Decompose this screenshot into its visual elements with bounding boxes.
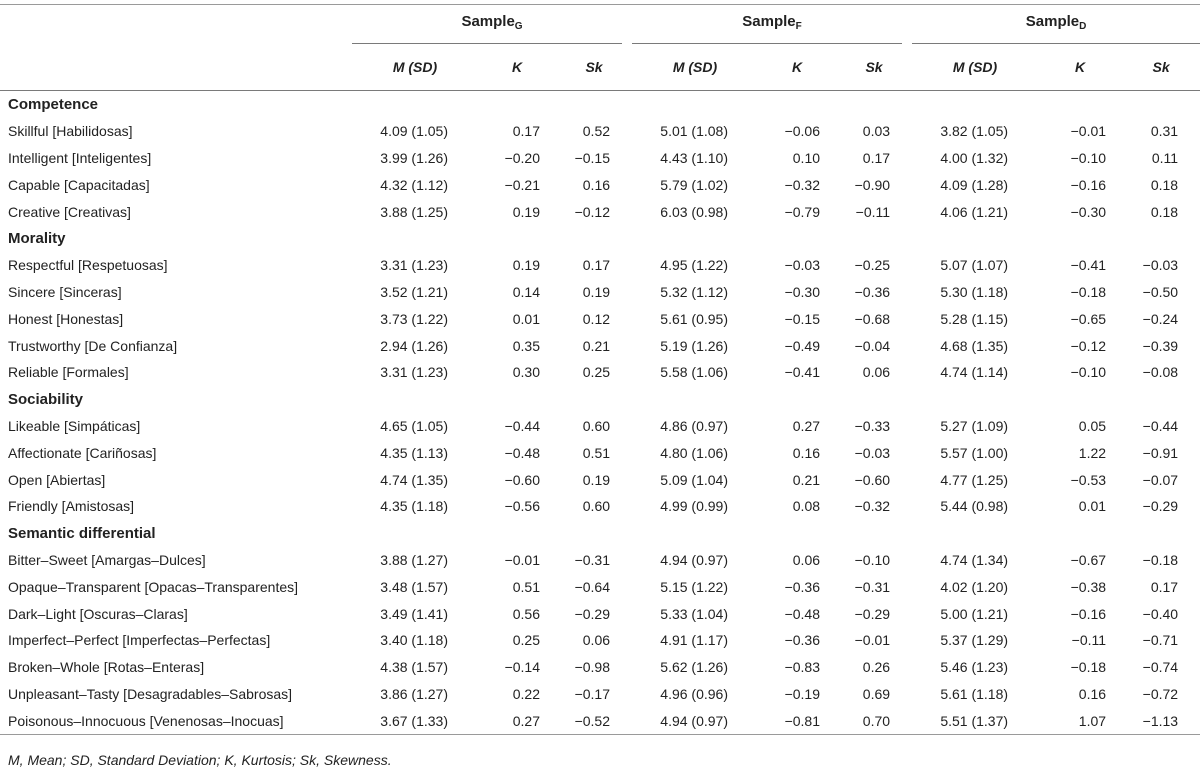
- table-row: [0, 681, 1200, 708]
- mean-sd-cell: 4.02 (1.20): [940, 578, 1009, 595]
- kurtosis-cell: −0.36: [784, 578, 821, 595]
- kurtosis-cell: −0.65: [1070, 310, 1107, 327]
- kurtosis-cell: 0.56: [512, 605, 540, 622]
- mean-sd-cell: 3.88 (1.27): [380, 551, 448, 568]
- mean-sd-cell: 5.01 (1.08): [660, 123, 729, 140]
- kurtosis-cell: 0.01: [512, 310, 540, 327]
- kurtosis-cell: 0.14: [512, 283, 540, 300]
- row-label: Opaque–Transparent [Opacas–Transparentes]: [8, 578, 299, 595]
- kurtosis-cell: −0.01: [504, 551, 540, 568]
- skewness-cell: 0.06: [582, 632, 611, 649]
- kurtosis-cell: 0.06: [792, 551, 821, 568]
- kurtosis-cell: −0.60: [504, 471, 540, 488]
- kurtosis-cell: −0.11: [1071, 632, 1107, 649]
- skewness-cell: 0.12: [582, 310, 611, 327]
- mean-sd-cell: 4.09 (1.28): [940, 176, 1009, 193]
- mean-sd-cell: 3.48 (1.57): [380, 578, 448, 595]
- kurtosis-cell: −0.18: [1070, 659, 1107, 676]
- skewness-cell: 0.03: [862, 123, 891, 140]
- skewness-cell: −0.24: [1142, 310, 1179, 327]
- mean-sd-cell: 6.03 (0.98): [660, 203, 729, 220]
- mean-sd-cell: 3.31 (1.23): [380, 257, 448, 274]
- table-row: [0, 332, 1200, 359]
- mean-sd-cell: 4.32 (1.12): [380, 176, 448, 193]
- kurtosis-cell: −0.38: [1070, 578, 1107, 595]
- kurtosis-cell: −0.83: [784, 659, 821, 676]
- kurtosis-cell: 0.08: [792, 498, 821, 515]
- row-label: Poisonous–Innocuous [Venenosas–Inocuas]: [0, 707, 352, 734]
- mean-sd-cell: 4.99 (0.99): [660, 498, 729, 515]
- table-row: [0, 145, 1200, 172]
- mean-sd-cell: 3.49 (1.41): [380, 605, 448, 622]
- skewness-cell: 0.17: [862, 149, 891, 166]
- mean-sd-cell: 4.00 (1.32): [940, 149, 1009, 166]
- skewness-cell: −0.15: [574, 149, 611, 166]
- mean-sd-cell: 4.43 (1.10): [660, 149, 729, 166]
- kurtosis-cell: −0.30: [1070, 203, 1107, 220]
- skewness-cell: −0.68: [854, 310, 891, 327]
- kurtosis-cell: 1.07: [1038, 707, 1122, 734]
- mean-sd-cell: 4.74 (1.35): [380, 471, 448, 488]
- mean-sd-cell: 5.33 (1.04): [660, 605, 729, 622]
- kurtosis-cell: −0.48: [784, 605, 821, 622]
- mean-sd-cell: 4.35 (1.18): [380, 498, 448, 515]
- mean-sd-cell: 5.32 (1.12): [660, 283, 729, 300]
- row-label: Intelligent [Inteligentes]: [8, 149, 152, 166]
- section-title: Semantic differential: [8, 524, 156, 542]
- kurtosis-cell: −0.14: [504, 659, 540, 676]
- group-subscript: F: [795, 20, 802, 32]
- mean-sd-cell: 4.86 (0.97): [660, 417, 729, 434]
- mean-sd-cell: 3.99 (1.26): [380, 149, 448, 166]
- mean-sd-cell: 5.79 (1.02): [660, 176, 729, 193]
- table-footnote: M, Mean; SD, Standard Deviation; K, Kurtosis; Sk, Skewness.: [8, 752, 392, 768]
- kurtosis-cell: 0.17: [512, 123, 540, 140]
- group-underline: [912, 43, 1200, 44]
- mean-sd-cell: 5.19 (1.26): [660, 337, 729, 354]
- skewness-cell: −0.04: [854, 337, 891, 354]
- row-label: Trustworthy [De Confianza]: [8, 337, 178, 354]
- group-header-sample-f: [632, 0, 912, 44]
- mean-sd-cell: 5.44 (0.98): [940, 498, 1009, 515]
- skewness-cell: −0.39: [1142, 337, 1179, 354]
- column-header-skewness: Sk: [556, 44, 632, 91]
- row-label: Unpleasant–Tasty [Desagradables–Sabrosas]: [8, 685, 293, 702]
- group-header-sample-d: [912, 0, 1200, 44]
- column-header-kurtosis: K: [478, 44, 556, 91]
- skewness-cell: 0.25: [582, 364, 611, 381]
- mean-sd-cell: 4.96 (0.96): [660, 685, 729, 702]
- kurtosis-cell: 0.22: [512, 685, 540, 702]
- group-header-row: [0, 0, 1200, 44]
- kurtosis-cell: −0.18: [1070, 283, 1107, 300]
- skewness-cell: −0.36: [854, 283, 891, 300]
- mean-sd-cell: 4.35 (1.13): [380, 444, 448, 461]
- section-header-row: [0, 225, 1200, 252]
- skewness-cell: −0.29: [574, 605, 611, 622]
- mean-sd-cell: 3.67 (1.33): [352, 707, 478, 734]
- mean-sd-cell: 5.51 (1.37): [912, 707, 1038, 734]
- mean-sd-cell: 4.38 (1.57): [380, 659, 448, 676]
- table-row: [0, 118, 1200, 145]
- kurtosis-cell: −0.56: [504, 498, 540, 515]
- section-header-row: [0, 386, 1200, 413]
- table-row: [0, 171, 1200, 198]
- skewness-cell: −0.74: [1142, 659, 1179, 676]
- table-row: [0, 279, 1200, 306]
- mean-sd-cell: 5.57 (1.00): [940, 444, 1009, 461]
- skewness-cell: −0.31: [574, 551, 611, 568]
- kurtosis-cell: 0.05: [1078, 417, 1107, 434]
- skewness-cell: 0.18: [1150, 176, 1179, 193]
- table-row: [0, 493, 1200, 520]
- mean-sd-cell: 4.94 (0.97): [632, 707, 758, 734]
- group-underline: [352, 43, 622, 44]
- column-header-mean-sd: M (SD): [912, 44, 1038, 91]
- group-name: Sample: [742, 12, 796, 30]
- row-label: Sincere [Sinceras]: [8, 283, 122, 300]
- kurtosis-cell: 0.35: [512, 337, 540, 354]
- mean-sd-cell: 3.86 (1.27): [380, 685, 448, 702]
- column-header-mean-sd: M (SD): [352, 44, 478, 91]
- skewness-cell: 0.52: [582, 123, 611, 140]
- column-header-mean-sd: M (SD): [632, 44, 758, 91]
- mean-sd-cell: 5.62 (1.26): [660, 659, 729, 676]
- skewness-cell: −0.64: [574, 578, 611, 595]
- table-row: [0, 439, 1200, 466]
- section-title: Competence: [8, 95, 99, 113]
- kurtosis-cell: −0.19: [784, 685, 821, 702]
- mean-sd-cell: 5.00 (1.21): [940, 605, 1009, 622]
- kurtosis-cell: −0.10: [1070, 364, 1107, 381]
- skewness-cell: −0.90: [854, 176, 891, 193]
- table-row: [0, 627, 1200, 654]
- row-label: Capable [Capacitadas]: [8, 176, 150, 193]
- mean-sd-cell: 3.31 (1.23): [380, 364, 448, 381]
- kurtosis-cell: −0.15: [784, 310, 821, 327]
- kurtosis-cell: −0.79: [784, 203, 821, 220]
- mean-sd-cell: 4.95 (1.22): [660, 257, 729, 274]
- mean-sd-cell: 3.88 (1.25): [380, 203, 448, 220]
- kurtosis-cell: −0.06: [784, 123, 821, 140]
- group-subscript: D: [1079, 20, 1087, 32]
- kurtosis-cell: 0.16: [1078, 685, 1107, 702]
- mean-sd-cell: 4.09 (1.05): [380, 123, 448, 140]
- group-name: Sample: [1025, 12, 1080, 30]
- kurtosis-cell: −0.20: [504, 149, 540, 166]
- row-label: Skillful [Habilidosas]: [8, 123, 133, 140]
- row-label: Respectful [Respetuosas]: [8, 257, 168, 274]
- table-row: [0, 573, 1200, 600]
- skewness-cell: 0.60: [582, 417, 611, 434]
- skewness-cell: 0.17: [582, 257, 611, 274]
- table-row: [0, 359, 1200, 386]
- mean-sd-cell: 3.82 (1.05): [940, 123, 1009, 140]
- skewness-cell: −0.72: [1142, 685, 1179, 702]
- skewness-cell: 0.16: [582, 176, 611, 193]
- mean-sd-cell: 4.91 (1.17): [660, 632, 729, 649]
- kurtosis-cell: 0.10: [792, 149, 821, 166]
- skewness-cell: −0.12: [574, 203, 611, 220]
- table-row: [0, 600, 1200, 627]
- row-label: Imperfect–Perfect [Imperfectas–Perfectas]: [8, 632, 271, 649]
- mean-sd-cell: 5.58 (1.06): [660, 364, 729, 381]
- skewness-cell: −0.33: [854, 417, 891, 434]
- skewness-cell: −0.98: [574, 659, 611, 676]
- mean-sd-cell: 4.80 (1.06): [660, 444, 729, 461]
- kurtosis-cell: −0.12: [1070, 337, 1107, 354]
- column-header-kurtosis: K: [758, 44, 836, 91]
- skewness-cell: −0.08: [1142, 364, 1179, 381]
- kurtosis-cell: 0.27: [478, 707, 556, 734]
- group-name: Sample: [461, 12, 515, 30]
- row-label: Likeable [Simpáticas]: [8, 417, 141, 434]
- kurtosis-cell: 0.01: [1078, 498, 1107, 515]
- skewness-cell: −0.29: [854, 605, 891, 622]
- skewness-cell: −0.32: [854, 498, 891, 515]
- mean-sd-cell: 3.52 (1.21): [380, 283, 448, 300]
- mean-sd-cell: 5.37 (1.29): [940, 632, 1009, 649]
- kurtosis-cell: 0.51: [512, 578, 540, 595]
- row-label: Bitter–Sweet [Amargas–Dulces]: [8, 551, 206, 568]
- table-row: [0, 252, 1200, 279]
- skewness-cell: 0.21: [582, 337, 611, 354]
- table-row: [0, 198, 1200, 225]
- kurtosis-cell: −0.16: [1070, 176, 1107, 193]
- table-row: [0, 547, 1200, 574]
- skewness-cell: −0.07: [1142, 471, 1179, 488]
- skewness-cell: 0.19: [582, 471, 611, 488]
- row-label: Creative [Creativas]: [8, 203, 131, 220]
- kurtosis-cell: 0.25: [512, 632, 540, 649]
- skewness-cell: 0.19: [582, 283, 611, 300]
- mean-sd-cell: 3.40 (1.18): [380, 632, 448, 649]
- kurtosis-cell: −0.49: [784, 337, 821, 354]
- skewness-cell: 0.11: [1151, 149, 1179, 166]
- table-body: [0, 91, 1200, 735]
- skewness-cell: −0.40: [1142, 605, 1179, 622]
- kurtosis-cell: 1.22: [1078, 444, 1107, 461]
- mean-sd-cell: 4.06 (1.21): [940, 203, 1009, 220]
- section-title: Morality: [8, 229, 66, 247]
- mean-sd-cell: 4.77 (1.25): [940, 471, 1009, 488]
- mean-sd-cell: 4.74 (1.34): [940, 551, 1009, 568]
- table-row: [0, 305, 1200, 332]
- mean-sd-cell: 4.68 (1.35): [940, 337, 1009, 354]
- skewness-cell: 0.06: [862, 364, 891, 381]
- mean-sd-cell: 2.94 (1.26): [380, 337, 448, 354]
- kurtosis-cell: 0.30: [512, 364, 540, 381]
- skewness-cell: −0.11: [855, 203, 891, 220]
- row-label: Broken–Whole [Rotas–Enteras]: [8, 659, 205, 676]
- group-subscript: G: [514, 20, 523, 32]
- mean-sd-cell: 4.94 (0.97): [660, 551, 729, 568]
- skewness-cell: 0.26: [862, 659, 891, 676]
- kurtosis-cell: −0.41: [784, 364, 821, 381]
- kurtosis-cell: −0.32: [784, 176, 821, 193]
- mean-sd-cell: 5.27 (1.09): [940, 417, 1009, 434]
- skewness-cell: −0.29: [1142, 498, 1179, 515]
- mean-sd-cell: 5.61 (0.95): [660, 310, 729, 327]
- group-header-sample-g: [352, 0, 632, 44]
- row-label: Open [Abiertas]: [8, 471, 106, 488]
- kurtosis-cell: 0.16: [792, 444, 821, 461]
- skewness-cell: 0.70: [836, 707, 912, 734]
- skewness-cell: 0.51: [582, 444, 611, 461]
- kurtosis-cell: 0.21: [792, 471, 821, 488]
- group-underline: [632, 43, 902, 44]
- group-header-blank: [0, 0, 352, 44]
- skewness-cell: 0.31: [1150, 123, 1179, 140]
- skewness-cell: −1.13: [1122, 707, 1200, 734]
- section-title: Sociability: [8, 390, 84, 408]
- kurtosis-cell: −0.41: [1070, 257, 1107, 274]
- skewness-cell: −0.17: [574, 685, 611, 702]
- skewness-cell: −0.25: [854, 257, 891, 274]
- skewness-cell: −0.31: [854, 578, 891, 595]
- kurtosis-cell: −0.01: [1070, 123, 1107, 140]
- skewness-cell: −0.10: [854, 551, 891, 568]
- kurtosis-cell: −0.16: [1070, 605, 1107, 622]
- column-header-blank: [0, 44, 352, 91]
- kurtosis-cell: −0.03: [784, 257, 821, 274]
- skewness-cell: −0.03: [854, 444, 891, 461]
- column-header-kurtosis: K: [1038, 44, 1122, 91]
- section-header-row: [0, 91, 1200, 118]
- skewness-cell: 0.60: [582, 498, 611, 515]
- row-label: Honest [Honestas]: [8, 310, 124, 327]
- column-header-skewness: Sk: [1122, 44, 1200, 91]
- mean-sd-cell: 5.30 (1.18): [940, 283, 1009, 300]
- skewness-cell: −0.01: [854, 632, 891, 649]
- table-row: [0, 654, 1200, 681]
- skewness-cell: 0.18: [1150, 203, 1179, 220]
- kurtosis-cell: 0.27: [792, 417, 821, 434]
- mean-sd-cell: 5.15 (1.22): [660, 578, 729, 595]
- mean-sd-cell: 3.73 (1.22): [380, 310, 448, 327]
- table-row: [0, 413, 1200, 440]
- kurtosis-cell: 0.19: [512, 257, 540, 274]
- mean-sd-cell: 5.46 (1.23): [940, 659, 1009, 676]
- skewness-cell: −0.50: [1142, 283, 1179, 300]
- skewness-cell: −0.71: [1142, 632, 1179, 649]
- kurtosis-cell: −0.81: [758, 707, 836, 734]
- skewness-cell: −0.44: [1142, 417, 1179, 434]
- table-row: [0, 466, 1200, 493]
- kurtosis-cell: −0.67: [1070, 551, 1107, 568]
- skewness-cell: 0.17: [1150, 578, 1179, 595]
- skewness-cell: −0.91: [1142, 444, 1179, 461]
- mean-sd-cell: 5.09 (1.04): [660, 471, 729, 488]
- kurtosis-cell: −0.36: [784, 632, 821, 649]
- mean-sd-cell: 5.61 (1.18): [940, 685, 1009, 702]
- row-label: Affectionate [Cariñosas]: [8, 444, 157, 461]
- mean-sd-cell: 5.07 (1.07): [940, 257, 1009, 274]
- skewness-cell: −0.18: [1142, 551, 1179, 568]
- column-header-row: [0, 44, 1200, 91]
- row-label: Dark–Light [Oscuras–Claras]: [8, 605, 188, 622]
- kurtosis-cell: −0.53: [1070, 471, 1107, 488]
- table-row: [0, 707, 1200, 734]
- column-header-skewness: Sk: [836, 44, 912, 91]
- row-label: Friendly [Amistosas]: [8, 498, 135, 515]
- skewness-cell: −0.52: [556, 707, 632, 734]
- section-header-row: [0, 520, 1200, 547]
- mean-sd-cell: 5.28 (1.15): [940, 310, 1009, 327]
- skewness-cell: 0.69: [862, 685, 891, 702]
- row-label: Reliable [Formales]: [8, 364, 129, 381]
- kurtosis-cell: −0.30: [784, 283, 821, 300]
- kurtosis-cell: −0.48: [504, 444, 540, 461]
- kurtosis-cell: −0.44: [504, 417, 540, 434]
- kurtosis-cell: −0.21: [504, 176, 540, 193]
- mean-sd-cell: 4.65 (1.05): [380, 417, 448, 434]
- skewness-cell: −0.60: [854, 471, 891, 488]
- skewness-cell: −0.03: [1142, 257, 1179, 274]
- kurtosis-cell: 0.19: [512, 203, 540, 220]
- mean-sd-cell: 4.74 (1.14): [940, 364, 1009, 381]
- kurtosis-cell: −0.10: [1070, 149, 1107, 166]
